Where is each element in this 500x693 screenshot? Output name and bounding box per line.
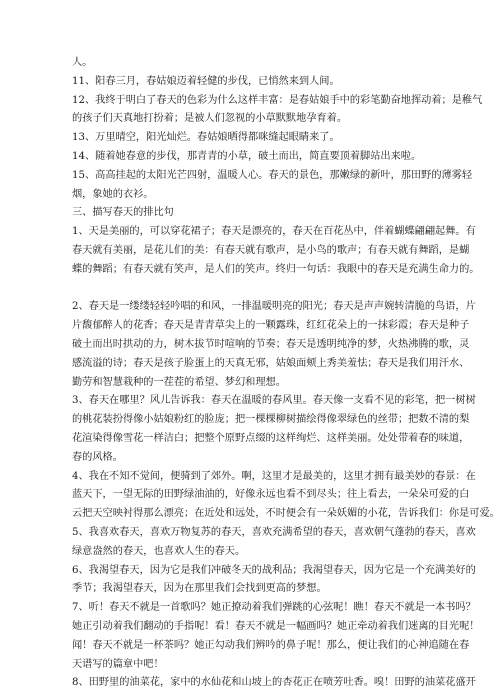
text-line: 人。 [72,57,93,68]
text-line: 5、我喜欢春天，喜欢万物复苏的春天，喜欢充满希望的春天，喜欢朝气蓬勃的春天，喜欢 [72,526,476,538]
text-line: 2、春天是一缕缕轻轻吟唱的和风，一排温暖明亮的阳光；春天是声声婉转清脆的鸟语，片 [72,301,476,313]
text-line: 15、高高挂起的太阳光芒四射，温暖人心。春天的景色，那嫩绿的新叶，那田野的薄雾轻 [72,169,473,181]
blank-line [72,280,434,299]
text-line: 8、田野里的油菜花，家中的水仙花和山坡上的杏花正在喷芳吐香。嗅！田野的油菜花盛开 [72,677,476,689]
text-line: 14、随着她春意的步伐，那青青的小草，破土而出，简直要顶着脚站出来啦。 [72,150,422,162]
text-line: 花渲染得像雪花一样洁白；把整个原野点缀的这样绚烂、这样美丽。处处带着春的味道， [72,432,470,444]
text-line: 天谱写的篇章中吧！ [72,658,164,670]
text-line: 闻！春天不就是一杯茶吗？她正勾动我们辨吟的鼻子呢！那么，便让我们的心神追随在春 [72,639,470,651]
text-line: 烟，象她的衣衫。 [72,188,154,200]
text-line: 1、天是美丽的，可以穿花裙子；春天是漂亮的，春天在百花丛中，伴着蝴蝶翩翩起舞。有 [72,226,476,238]
section-heading: 三、描写春天的排比句 [72,207,174,219]
text-line: 破土而出时拱动的力，树木拔节时喧响的节奏；春天是透明纯净的梦，火热沸腾的歌，灵 [72,338,470,350]
text-line: 的孩子们天真地打扮着；是被人们忽视的小草默默地孕育着。 [72,113,348,125]
text-line: 勤劳和智慧栽种的一茬茬的希望、梦幻和理想。 [72,376,286,388]
text-line: 7、听！春天不就是一首歌吗？她正撩动着我们弹跳的心弦呢！瞧！春天不就是一本书吗？ [72,602,476,614]
text-line: 4、我在不知不觉间，便骑到了郊外。啊，这里才是最美的，这里才拥有最美妙的春景：在 [72,470,476,482]
text-line: 片馥郁醉人的花香；春天是青青草尖上的一颗露珠，红红花朵上的一抹彩霞；春天是种子 [72,320,470,332]
text-line: 蝶的舞蹈；有春天就有笑声，是人们的笑声。终归一句话：我眼中的春天是充满生命力的。 [72,263,480,275]
text-line: 13、万里晴空，阳光灿烂。春姑娘晒得都咪缝起眼睛来了。 [72,132,340,144]
text-line: 的桃花装扮得像小姑娘粉红的脸庞；把一棵棵柳树描绘得像翠绿色的丝带；把数不清的梨 [72,414,470,426]
text-line: 3、春天在哪里？风儿告诉我：春天在温暖的春风里。春天像一支看不见的彩笔，把一树树 [72,395,476,407]
text-line: 12、我终于明白了春天的色彩为什么这样丰富：是春姑娘手中的彩笔勤奋地挥动着；是稚气 [72,94,483,106]
text-line: 春的风格。 [72,451,123,463]
text-line: 她正引动着我们翻动的手指呢！看！春天不就是一幅画吗？她正牵动着我们迷离的目光呢！ [72,620,480,632]
text-line: 11、阳春三月，春姑娘迈着轻健的步伐，已悄然来到人间。 [72,75,340,87]
text-line: 6、我渴望春天，因为它是我们冲破冬天的战利品；我渴望春天，因为它是一个充满美好的 [72,564,476,576]
text-line: 蓝天下，一望无际的田野绿油油的，好像永远也看不到尽头；往上看去，一朵朵可爱的白 [72,489,470,501]
text-line: 云把天空映衬得那么漂亮；在近处和远处，不时便会有一朵妖媚的小花，告诉我们：你是可爱。 [72,508,500,520]
text-line: 春天就有美丽，是花儿们的美：有春天就有歌声，是小鸟的歌声；有春天就有舞蹈，是蝴 [72,244,470,256]
text-line: 季节；我渴望春天，因为在那里我们会找到更高的梦想。 [72,583,327,595]
text-line: 绿意盎然的春天，也喜欢人生的春天。 [72,545,246,557]
text-line: 感流溢的诗；春天是孩子脸蛋上的天真无邪，姑娘面颊上秀美羞怯；春天是我们用汗水、 [72,357,470,369]
